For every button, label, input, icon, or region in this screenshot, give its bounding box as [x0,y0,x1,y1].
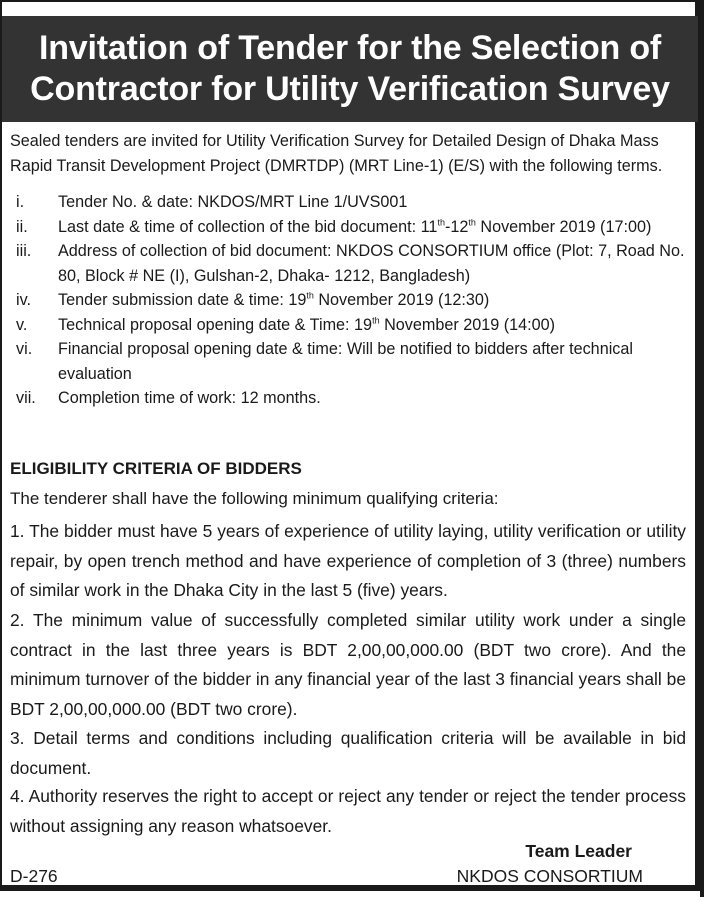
text-part: Last date & time of collection of the bid document: 11 [58,217,438,236]
superscript: th [468,217,476,228]
criterion: 2. The minimum value of successfully completed similar utility work under a single contract in the last three years is BDT 2,00,00,000.00 (BDT two crore). And the minimum turnover of the bidder in any financial year of the last 3 financial years shall be BDT 2,00,00,000.00 (BDT two crore). [10,610,686,719]
title-line-2: Contractor for Utility Verification Survey [30,70,670,108]
text-part: Technical proposal opening date & Time: 19 [58,315,373,334]
list-item [10,386,690,411]
list-item-number: i. [16,193,25,211]
criterion: 3. Detail terms and conditions including qualification criteria will be available in bid document. [10,728,686,778]
eligibility-heading: ELIGIBILITY CRITERIA OF BIDDERS [10,459,302,478]
list-item-number: ii. [16,217,28,236]
list-item-number: vi. [16,340,33,358]
list-item-number: vii. [16,389,36,407]
frame-shadow [700,0,704,897]
list-item-number: v. [16,315,28,334]
list-item-text [58,215,690,240]
list-item [10,239,690,288]
eligibility-intro: The tenderer shall have the following minimum qualifying criteria: [10,489,499,508]
superscript: th [372,315,380,326]
list-item-number: iv. [16,291,31,309]
criterion: 1. The bidder must have 5 years of experience of utility laying, utility verification or utility repair, by open trench method and have experience of completion of 3 (three) numbers of similar work in the Dhaka City in the last 5 (five) years. [10,521,686,600]
text-part: November 2019 (17:00) [475,217,652,236]
signatory-role: Team Leader [525,841,632,861]
list-item [10,215,690,240]
list-item-text: Financial proposal opening date & time: Will be notified to bidders after technical evaluation [58,340,633,383]
terms-list [10,190,690,411]
list-item-number: iii. [16,242,32,260]
superscript: th [306,290,314,301]
superscript: th [437,217,445,228]
list-item-text [58,313,690,338]
intro-paragraph: Sealed tenders are invited for Utility Verification Survey for Detailed Design of Dhaka Mass Rapid Transit Development Project (DMRTDP) (MRT Line-1) (E/S) with the following terms. [10,132,663,175]
text-part: -12 [444,217,469,236]
list-item [10,337,690,386]
signatory-organization: NKDOS CONSORTIUM [456,866,643,886]
text-part: November 2019 (12:30) [313,291,490,309]
list-item [10,190,690,215]
list-item-text [58,288,690,313]
list-item-text: Completion time of work: 12 months. [58,389,321,407]
criterion: 4. Authority reserves the right to accept or reject any tender or reject the tender process without assigning any reason whatsoever. [10,786,686,836]
list-item-text: Tender No. & date: NKDOS/MRT Line 1/UVS001 [58,193,408,211]
list-item [10,313,690,338]
text-part: November 2019 (14:00) [379,315,556,334]
text-part: Tender submission date & time: 19 [58,291,307,309]
notice-title [2,16,698,122]
list-item [10,288,690,313]
notice-code: D-276 [10,866,58,886]
list-item-text: Address of collection of bid document: NKDOS CONSORTIUM office (Plot: 7, Road No. 80, Block # NE (I), Gulshan-2, Dhaka- 1212, Bangladesh) [58,242,685,285]
title-line-1: Invitation of Tender for the Selection of [38,29,662,67]
